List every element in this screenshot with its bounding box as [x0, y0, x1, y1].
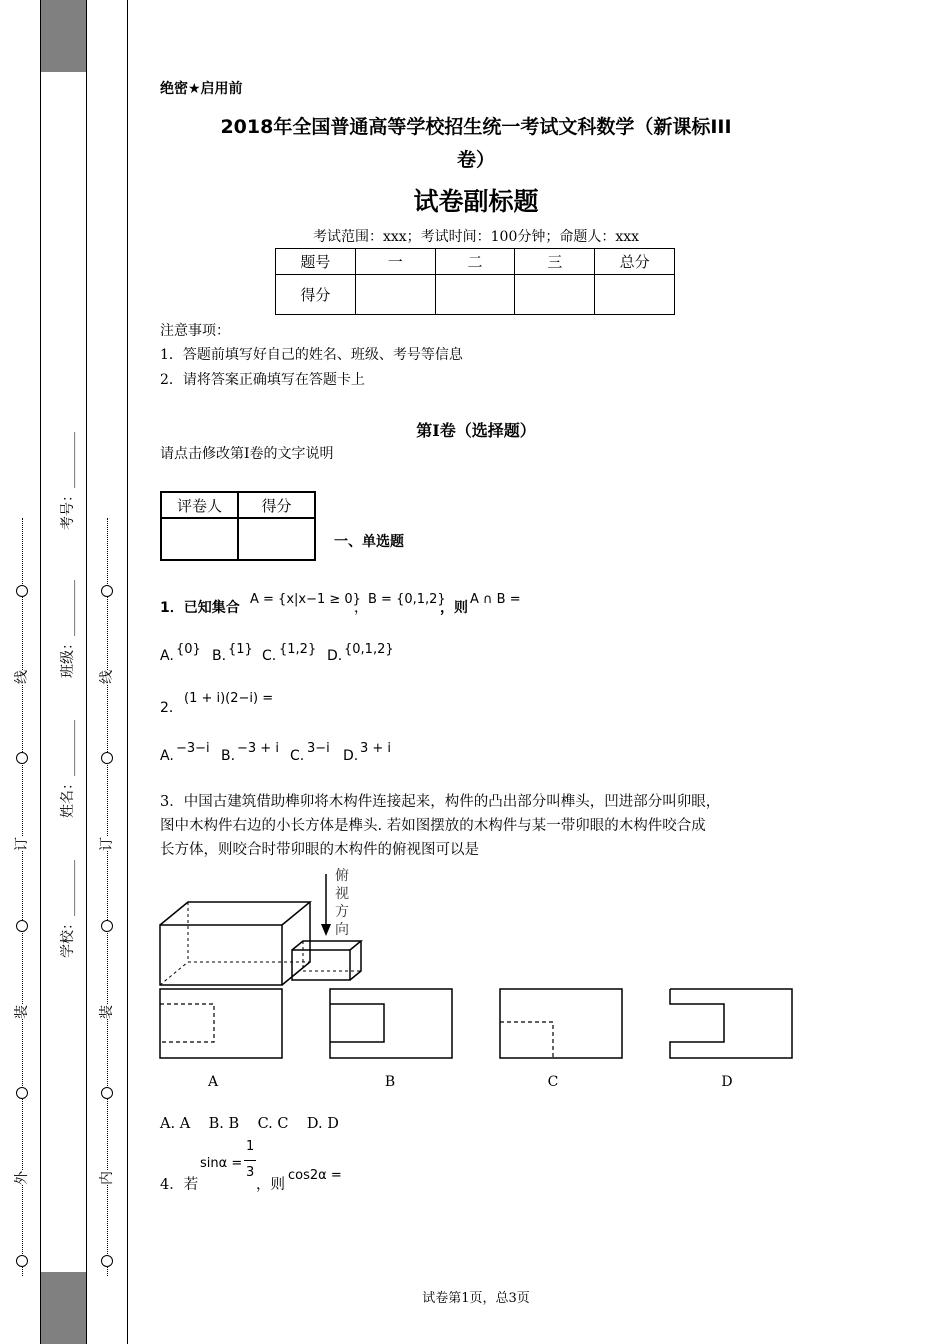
- class-label: 班级：________: [60, 580, 76, 678]
- margin-grey-bottom: [41, 1272, 86, 1344]
- inner-circle-icon: [101, 752, 113, 764]
- q1-option-b-value: {1}: [228, 642, 253, 657]
- score-table: [275, 248, 675, 315]
- q3-text: [160, 790, 720, 862]
- view-label-char: 俯: [335, 868, 349, 884]
- inner-char-xian: 线: [96, 670, 116, 684]
- q3-figure: [155, 862, 800, 1094]
- q1-option-b[interactable]: B.: [212, 648, 227, 664]
- q1-option-c-value: {1,2}: [279, 642, 317, 657]
- name-label: 姓名：________: [60, 720, 76, 818]
- grader-cell[interactable]: [161, 518, 238, 560]
- inner-circle-icon: [101, 920, 113, 932]
- q2-option-a[interactable]: A.: [160, 748, 174, 764]
- q2-option-d[interactable]: D.: [343, 748, 359, 764]
- inner-char-zhuang: 装: [96, 1005, 116, 1019]
- q2-math: (1 + i)(2−i) =: [184, 691, 274, 706]
- outer-circle-icon: [16, 1255, 28, 1267]
- margin-line-1: [40, 0, 41, 1344]
- inner-circle-icon: [101, 1087, 113, 1099]
- section-title: 第I卷（选择题）: [416, 421, 536, 440]
- q3-text-line: 长方体，则咬合时带卯眼的木构件的俯视图可以是: [160, 842, 479, 858]
- grader-table: [160, 491, 316, 561]
- secret-mark: 绝密★启用前: [160, 81, 243, 97]
- q1-prefix: 1．已知集合: [160, 600, 240, 616]
- inner-dotted-line: [107, 518, 108, 1276]
- inner-char-nei: 内: [96, 1171, 116, 1185]
- margin-line-2: [86, 0, 87, 1344]
- score-cell[interactable]: [595, 275, 675, 315]
- score-table-header: 题号: [276, 249, 356, 275]
- outer-circle-icon: [16, 752, 28, 764]
- q1-option-d-value: {0,1,2}: [344, 642, 394, 657]
- q2-option-b[interactable]: B.: [221, 748, 236, 764]
- q1-math-b: B = {0,1,2}: [368, 592, 446, 607]
- notes-title: 注意事项：: [160, 323, 230, 339]
- outer-char-ding: 订: [11, 837, 31, 851]
- top-view-c: [500, 989, 622, 1058]
- q4-mid: ，则: [256, 1177, 285, 1193]
- q4-frac-den: 3: [246, 1165, 255, 1180]
- exam-info: 考试范围：xxx；考试时间：100分钟；命题人：xxx: [312, 229, 640, 245]
- top-view-d: [670, 989, 792, 1058]
- q4-frac-num: 1: [246, 1139, 255, 1154]
- q1-math-a: A = {x|x−1 ≥ 0}: [250, 592, 361, 607]
- score-cell[interactable]: [515, 275, 595, 315]
- q1-mid: ，则: [440, 600, 468, 616]
- part-title: 一、单选题: [334, 534, 404, 550]
- outer-char-xian: 线: [11, 670, 31, 684]
- margin-line-3: [127, 0, 128, 1344]
- outer-circle-icon: [16, 585, 28, 597]
- grader-cell[interactable]: [238, 518, 315, 560]
- q2-prefix: 2．: [160, 700, 183, 716]
- q3-options[interactable]: A. A B. B C. C D. D: [160, 1116, 339, 1132]
- q4-math-sin: sinα =: [200, 1156, 243, 1171]
- figure-label-a: A: [207, 1074, 219, 1090]
- outer-dotted-line: [22, 518, 23, 1276]
- q1-option-d[interactable]: D.: [327, 648, 343, 664]
- notes-item: 1．答题前填写好自己的姓名、班级、考号等信息: [160, 347, 463, 363]
- school-label: 学校：________: [60, 860, 76, 958]
- q2-option-c-value: 3−i: [307, 741, 330, 756]
- score-cell[interactable]: [435, 275, 515, 315]
- q1-sep: ，: [354, 600, 368, 616]
- top-view-a: [160, 989, 282, 1058]
- q2-option-c[interactable]: C.: [290, 748, 305, 764]
- q2-option-a-value: −3−i: [176, 741, 210, 756]
- exam-title-line1: 2018年全国普通高等学校招生统一考试文科数学（新课标III: [220, 116, 732, 138]
- outer-circle-icon: [16, 1087, 28, 1099]
- score-table-header: 一: [355, 249, 435, 275]
- notes-item: 2．请将答案正确填写在答题卡上: [160, 372, 365, 388]
- figure-label-c: C: [547, 1074, 559, 1090]
- margin-grey-top: [41, 0, 86, 72]
- exam-subtitle: 试卷副标题: [413, 187, 539, 216]
- q1-option-a-value: {0}: [176, 642, 201, 657]
- q4-math-cos: cos2α =: [288, 1168, 342, 1183]
- score-row-label: 得分: [276, 275, 356, 315]
- q4-prefix: 4．若: [160, 1177, 199, 1193]
- view-label-char: 方: [335, 904, 349, 920]
- q2-option-b-value: −3 + i: [237, 741, 279, 756]
- exam-number-label: 考号：________: [60, 432, 76, 530]
- figure-label-d: D: [721, 1074, 733, 1090]
- score-table-header: 总分: [595, 249, 675, 275]
- score-cell[interactable]: [355, 275, 435, 315]
- outer-char-wai: 外: [11, 1171, 31, 1185]
- inner-circle-icon: [101, 585, 113, 597]
- inner-circle-icon: [101, 1255, 113, 1267]
- figure-label-b: B: [384, 1074, 396, 1090]
- view-label-char: 向: [335, 922, 349, 938]
- top-view-b: [330, 989, 452, 1058]
- q1-option-a[interactable]: A.: [160, 648, 174, 664]
- score-table-header: 三: [515, 249, 595, 275]
- exam-title-line2: 卷）: [456, 149, 495, 171]
- grader-header: 评卷人: [161, 492, 238, 518]
- score-table-header: 二: [435, 249, 515, 275]
- outer-char-zhuang: 装: [11, 1005, 31, 1019]
- q1-math-c: A ∩ B =: [470, 592, 521, 607]
- view-label-char: 视: [335, 886, 349, 902]
- page-footer: 试卷第1页，总3页: [422, 1291, 530, 1306]
- inner-char-ding: 订: [96, 837, 116, 851]
- q3-text-line: 图中木构件右边的小长方体是榫头. 若如图摆放的木构件与某一带卯眼的木构件咬合成: [160, 818, 706, 834]
- q3-text-line: 3．中国古建筑借助榫卯将木构件连接起来，构件的凸出部分叫榫头，凹进部分叫卯眼，: [160, 794, 721, 810]
- q4-frac-bar: [244, 1160, 256, 1161]
- q1-option-c[interactable]: C.: [262, 648, 277, 664]
- q2-option-d-value: 3 + i: [360, 741, 392, 756]
- section-description: 请点击修改第I卷的文字说明: [160, 446, 334, 462]
- grader-header: 得分: [238, 492, 315, 518]
- outer-circle-icon: [16, 920, 28, 932]
